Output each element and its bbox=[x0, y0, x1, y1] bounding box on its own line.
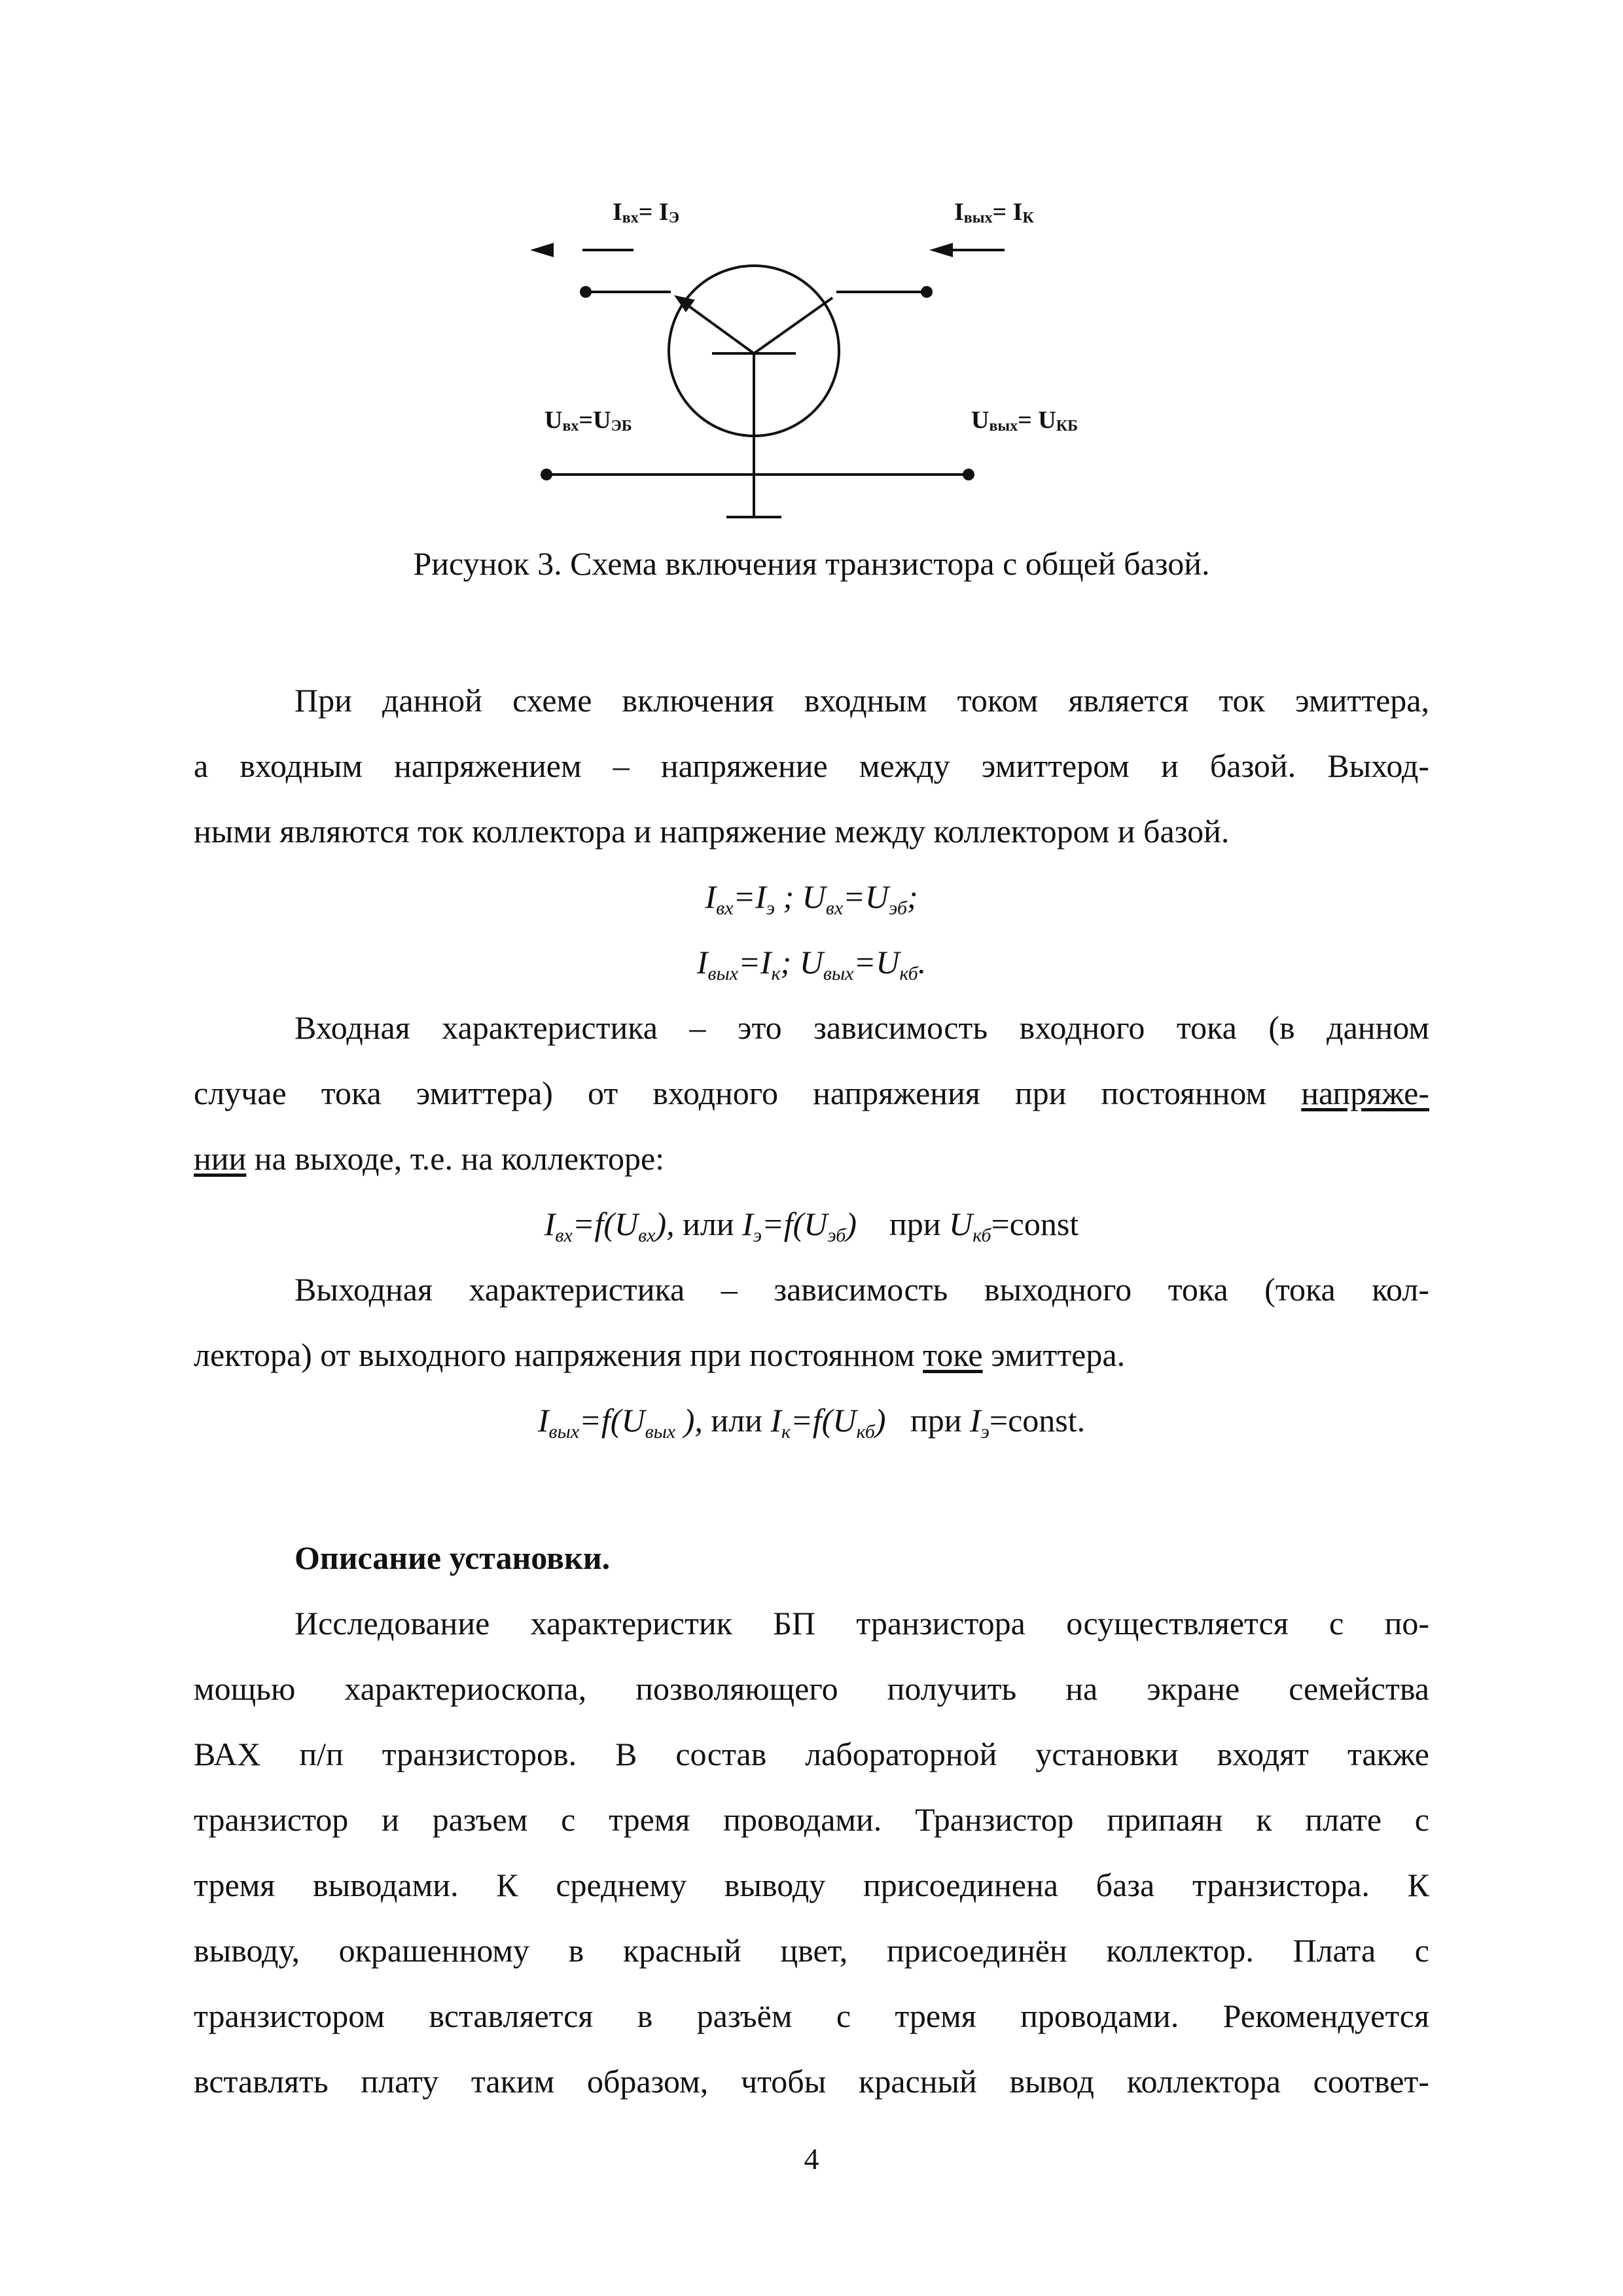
text-line: Выходная характеристика – зависимость выходного тока (тока кол- bbox=[294, 1271, 1429, 1308]
figure-caption: Рисунок 3. Схема включения транзистора с общей базой. bbox=[413, 545, 1210, 582]
label-input-current: $I_{вх}= I_Э$ bbox=[613, 198, 679, 226]
text-line: транзистор и разъем с тремя проводами. Транзистор припаян к плате с bbox=[194, 1801, 1429, 1838]
formula-outputs: $I_{вых}=I_к$; $U_{вых}=U_{кб}$. bbox=[696, 944, 927, 984]
text-line: Исследование характеристик БП транзистора осуществляется с по- bbox=[294, 1605, 1429, 1641]
section-heading: Описание установки. bbox=[294, 1539, 611, 1576]
collector-lead bbox=[754, 298, 832, 353]
input-current-arrowhead bbox=[530, 243, 554, 257]
text-line: нии на выходе, т.е. на коллекторе: bbox=[194, 1140, 665, 1177]
paragraph-output-characteristic bbox=[194, 1257, 1429, 1388]
label-input-voltage: $U_{вх}=U_{ЭБ}$ bbox=[544, 406, 632, 435]
text-line: ВАХ п/п транзисторов. В состав лабораторной установки входят также bbox=[194, 1736, 1429, 1772]
text-line: лектора) от выходного напряжения при постоянном токе эмиттера. bbox=[194, 1336, 1126, 1373]
output-current-arrowhead bbox=[929, 243, 953, 257]
text-line: случае тока эмиттера) от входного напряжения при постоянном напряже- bbox=[194, 1075, 1429, 1111]
formula-currents: $I_{вх}=I_э$ ; $U_{вх}=U_{эб}$; bbox=[705, 878, 918, 919]
paragraph-setup-description bbox=[194, 1590, 1429, 2114]
text-line: При данной схеме включения входным током является ток эмиттера, bbox=[294, 682, 1429, 719]
text-line: а входным напряжением – напряжение между эмиттером и базой. Выход- bbox=[194, 747, 1429, 784]
paragraph-input-characteristic bbox=[194, 995, 1429, 1191]
text-line: тремя выводами. К среднему выводу присоединена база транзистора. К bbox=[194, 1867, 1429, 1903]
text-line: выводу, окрашенному в красный цвет, присоединён коллектор. Плата с bbox=[194, 1932, 1429, 1969]
formula-output-characteristic: $I_{вых}=f(U_{вых}$ ), или $I_к=f(U_{кб})$ при $I_э=const$. bbox=[537, 1402, 1086, 1443]
terminal-emitter bbox=[580, 286, 592, 298]
label-output-current: $I_{вых}= I_К$ bbox=[954, 198, 1034, 226]
text-line: ными являются ток коллектора и напряжение между коллектором и базой. bbox=[194, 813, 1230, 850]
text-line: мощью характериоскопа, позволяющего получить на экране семейства bbox=[194, 1670, 1429, 1707]
terminal-common-left bbox=[541, 469, 552, 480]
terminal-collector bbox=[921, 286, 933, 298]
text-line: транзистором вставляется в разъём с тремя проводами. Рекомендуется bbox=[194, 1998, 1429, 2034]
label-output-voltage: $U_{вых}= U_{КБ}$ bbox=[971, 406, 1079, 435]
paragraph-connection-scheme bbox=[194, 668, 1429, 864]
formula-input-characteristic: $I_{вх}=f(U_{вх})$, или $I_э=f(U_{эб})$ при $U_{кб}=const$ bbox=[544, 1206, 1079, 1246]
circuit-schematic bbox=[510, 183, 1139, 530]
page-number: 4 bbox=[804, 2142, 819, 2176]
terminal-common-right bbox=[963, 469, 974, 480]
text-line: Входная характеристика – это зависимость входного тока (в данном bbox=[294, 1009, 1429, 1046]
text-line: вставлять плату таким образом, чтобы красный вывод коллектора соответ- bbox=[194, 2063, 1429, 2100]
circuit-diagram bbox=[510, 183, 1139, 530]
